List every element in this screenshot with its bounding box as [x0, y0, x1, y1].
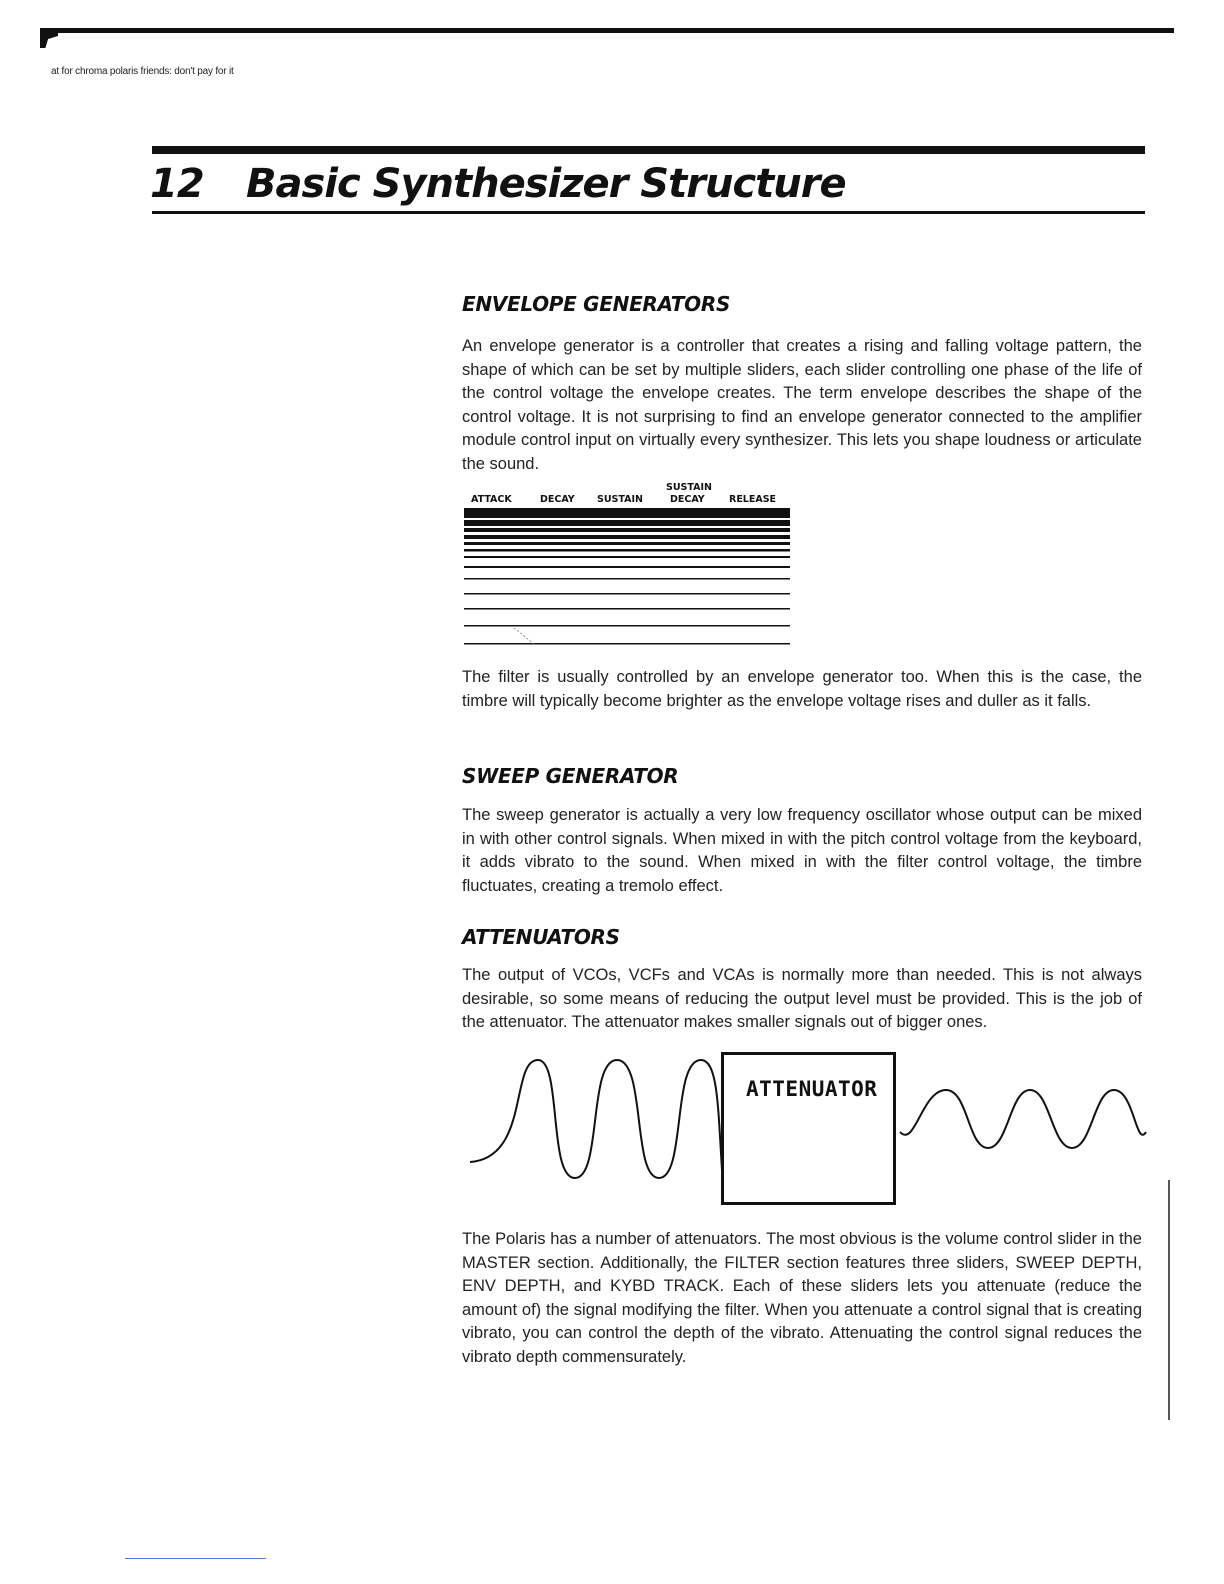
- title-rule-bottom: [152, 211, 1145, 214]
- chapter-number: 12: [150, 161, 204, 207]
- corner-mark: [40, 28, 58, 48]
- release-label: RELEASE: [729, 494, 777, 505]
- envelope-paragraph-1: An envelope generator is a controller that creates a rising and falling voltage pattern, the shape of which can be set by multiple sliders, each slider controlling one phase of the life of the control voltage the envelope creates. The term envelope describes the shape of the control voltage. It is not surprising to find an envelope generator connected to the amplifier module control input on virtually every synthesizer. This lets you shape loudness or articulate the sound.: [462, 337, 1142, 473]
- envelope-slider-graphic: [462, 508, 792, 650]
- watermark-text: at for chroma polaris friends: don't pay for it: [51, 66, 234, 77]
- sweep-paragraph: The sweep generator is actually a very low frequency oscillator whose output can be mixed in with other control signals. When mixed in with the pitch control voltage from the keyboard, it adds vibrato to the sound. When mixed in with the filter control voltage, the timbre fluctuates, creating a tremolo effect.: [462, 806, 1142, 895]
- top-rule: [40, 28, 1174, 33]
- decay-label: DECAY: [540, 494, 575, 505]
- sustain-decay-label-top: SUSTAIN: [666, 482, 712, 493]
- attenuators-paragraph-2: The Polaris has a number of attenuators. The most obvious is the volume control slider in the MASTER section. Additionally, the FILTER section features three sliders, SWEEP DEPTH, ENV DEPTH, and KYBD TRACK. Each of these sliders lets you attenuate (reduce the amount of) the signal modifying the filter. When you attenuate a control signal that is creating vibrato, you can control the depth of the vibrato. Attenuating the control signal reduces the vibrato depth commensurately.: [462, 1230, 1142, 1366]
- sustain-decay-label-bottom: DECAY: [670, 494, 705, 505]
- attack-label: ATTACK: [471, 494, 512, 505]
- input-wave: [470, 1060, 722, 1178]
- sustain-label: SUSTAIN: [597, 494, 643, 505]
- output-wave: [900, 1090, 1146, 1148]
- title-rule-top: [152, 146, 1145, 154]
- envelope-heading: ENVELOPE GENERATORS: [462, 292, 731, 316]
- attenuator-box-label: ATTENUATOR: [746, 1077, 878, 1101]
- attenuators-heading: ATTENUATORS: [462, 925, 620, 949]
- footer-link-rule: [125, 1558, 266, 1559]
- chapter-title: Basic Synthesizer Structure: [246, 161, 846, 207]
- page-edge-mark: [1168, 1180, 1170, 1420]
- envelope-paragraph-2: The filter is usually controlled by an envelope generator too. When this is the case, the timbre will typically become brighter as the envelope voltage rises and duller as it falls.: [462, 668, 1142, 710]
- attenuator-box: [721, 1052, 896, 1205]
- sweep-heading: SWEEP GENERATOR: [462, 764, 679, 788]
- envelope-slider-labels: [462, 480, 792, 510]
- attenuators-paragraph-1: The output of VCOs, VCFs and VCAs is normally more than needed. This is not always desirable, so some means of reducing the output level must be provided. This is the job of the attenuator. The attenuator makes smaller signals out of bigger ones.: [462, 966, 1142, 1032]
